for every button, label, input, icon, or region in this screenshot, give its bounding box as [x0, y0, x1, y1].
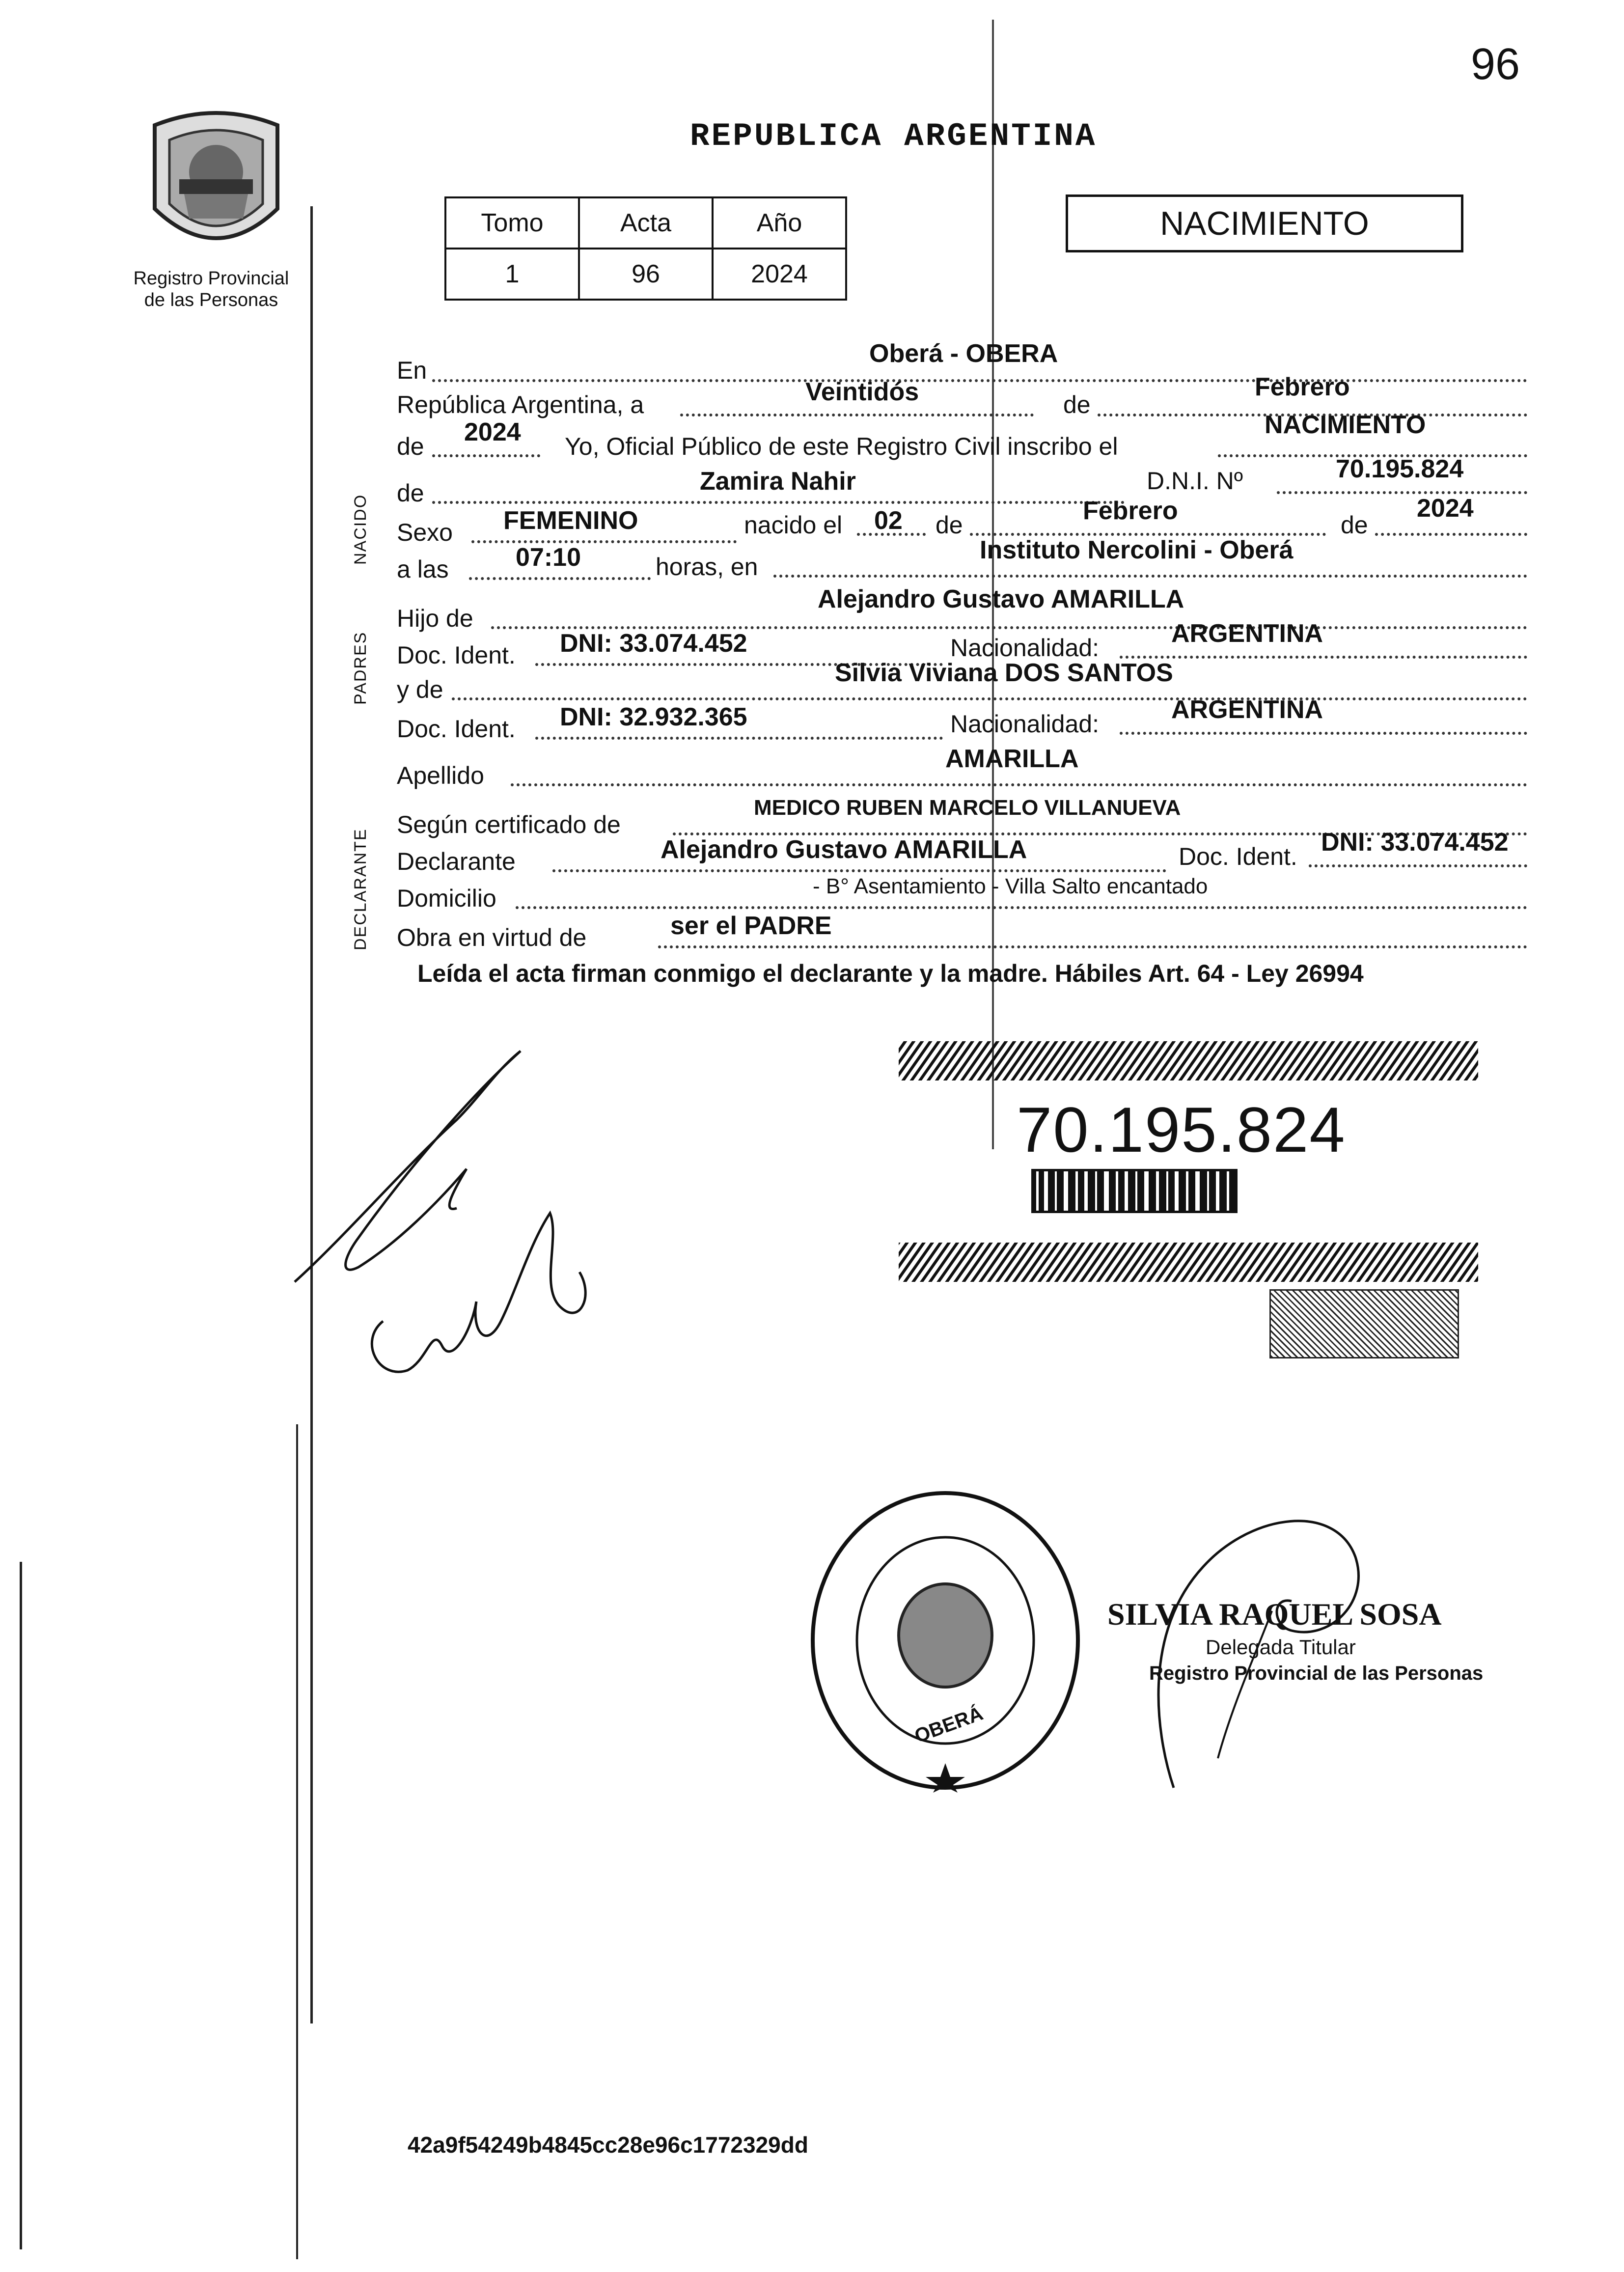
value-place: Oberá - OBERA [869, 339, 1058, 368]
value-birth-year: 2024 [1417, 494, 1474, 523]
registry-table [444, 196, 847, 301]
hologram-patch [1269, 1289, 1459, 1358]
dotted-leader [1375, 533, 1527, 536]
registry-header-ano: Año [713, 197, 846, 249]
value-birth-month: Febrero [1083, 497, 1178, 525]
label-apellido: Apellido [397, 762, 484, 789]
value-father: Alejandro Gustavo AMARILLA [818, 585, 1184, 613]
dotted-leader [432, 454, 540, 457]
dotted-leader [552, 869, 1166, 872]
logo-caption-line2: de las Personas [144, 290, 278, 310]
side-label-padres: PADRES [351, 631, 370, 705]
province-logo [140, 106, 292, 263]
label-de-year: de [397, 433, 424, 460]
doc-type-box: NACIMIENTO [1066, 194, 1463, 252]
signature-icon [285, 1007, 678, 1390]
registry-value-tomo: 1 [445, 249, 579, 300]
official-title: Delegada Titular [1206, 1635, 1356, 1659]
dotted-leader [680, 414, 1034, 416]
declarant-signature [285, 1007, 678, 1390]
misiones-seal-icon [140, 106, 292, 263]
left-scan-edge [20, 1562, 22, 2249]
registry-value-acta: 96 [579, 249, 713, 300]
logo-caption [113, 268, 309, 311]
label-republica: República Argentina, a [397, 391, 644, 418]
registry-value-ano: 2024 [713, 249, 846, 300]
label-de-name: de [397, 479, 424, 507]
value-father-nationality: ARGENTINA [1171, 619, 1323, 648]
value-surname: AMARILLA [945, 745, 1079, 773]
dotted-leader [511, 783, 1527, 786]
value-birth-day: 02 [874, 506, 903, 535]
label-certificado: Según certificado de [397, 811, 621, 838]
value-birth-place: Instituto Nercolini - Oberá [980, 536, 1294, 564]
label-obra: Obra en virtud de [397, 924, 587, 951]
dotted-leader [1277, 491, 1527, 494]
value-certificate: MEDICO RUBEN MARCELO VILLANUEVA [754, 796, 1181, 820]
value-sexo: FEMENINO [503, 506, 638, 535]
label-en: En [397, 357, 427, 384]
value-address: - B° Asentamiento - Villa Salto encantado [813, 874, 1208, 898]
label-sexo: Sexo [397, 519, 453, 546]
registry-table-value-row [445, 249, 846, 300]
dotted-leader [471, 540, 737, 543]
label-nacido-el: nacido el [744, 511, 843, 539]
dotted-leader [432, 501, 1125, 504]
value-mother-nationality: ARGENTINA [1171, 695, 1323, 724]
value-declarant: Alejandro Gustavo AMARILLA [661, 835, 1027, 864]
dotted-leader [773, 575, 1527, 578]
label-de-birth: de [936, 511, 963, 539]
country-title: REPUBLICA ARGENTINA [690, 118, 1097, 155]
label-a-las: a las [397, 555, 449, 583]
label-y-de: y de [397, 676, 443, 703]
label-father-doc: Doc. Ident. [397, 641, 516, 669]
label-mother-doc: Doc. Ident. [397, 715, 516, 743]
value-declarant-doc: DNI: 33.074.452 [1321, 828, 1509, 857]
value-year: 2024 [464, 418, 521, 446]
label-mother-nationality: Nacionalidad: [950, 710, 1099, 738]
page-number: 96 [1471, 40, 1520, 89]
value-mother: Silvia Viviana DOS SANTOS [835, 659, 1173, 687]
dotted-leader [452, 697, 1527, 700]
value-time: 07:10 [516, 543, 581, 572]
label-domicilio: Domicilio [397, 885, 496, 912]
official-name: SILVIA RAQUEL SOSA [1107, 1597, 1442, 1632]
sticker-number: 70.195.824 [1017, 1094, 1346, 1165]
side-label-nacido: NACIDO [351, 494, 370, 565]
value-father-doc: DNI: 33.074.452 [560, 629, 747, 658]
dotted-leader [658, 945, 1527, 948]
value-event: NACIMIENTO [1265, 411, 1426, 439]
dotted-leader [516, 906, 1527, 909]
closing-note: Leída el acta firman conmigo el declarante y la madre. Hábiles Art. 64 - Ley 26994 [417, 960, 1364, 987]
label-inscribe: Yo, Oficial Público de este Registro Civil inscribo el [565, 433, 1118, 460]
official-office: Registro Provincial de las Personas [1149, 1662, 1484, 1684]
dotted-leader [432, 379, 1527, 382]
label-declarante: Declarante [397, 848, 516, 875]
label-hijo-de: Hijo de [397, 605, 473, 632]
dotted-leader [469, 577, 651, 580]
value-month: Febrero [1255, 373, 1350, 401]
registry-stamp-icon [808, 1488, 1083, 1793]
side-label-declarante: DECLARANTE [351, 828, 370, 950]
value-capacity: ser el PADRE [670, 912, 832, 940]
label-de-birth-year: de [1341, 511, 1368, 539]
dotted-leader [1120, 656, 1527, 659]
logo-caption-line1: Registro Provincial [133, 268, 289, 289]
label-dni: D.N.I. Nº [1147, 467, 1243, 495]
value-child-name: Zamira Nahir [700, 467, 856, 496]
registry-table-header-row [445, 197, 846, 249]
stamp-city: OBERÁ [911, 1702, 986, 1747]
left-outer-rule [296, 1424, 298, 2259]
value-dni: 70.195.824 [1336, 455, 1464, 483]
registry-header-acta: Acta [579, 197, 713, 249]
value-day-words: Veintidós [805, 378, 919, 406]
registry-stamp [808, 1488, 1083, 1793]
dotted-leader [1120, 732, 1527, 735]
registry-header-tomo: Tomo [445, 197, 579, 249]
document-hash: 42a9f54249b4845cc28e96c1772329dd [408, 2132, 808, 2158]
value-mother-doc: DNI: 32.932.365 [560, 703, 747, 731]
dotted-leader [1309, 864, 1527, 867]
label-father-nationality: Nacionalidad: [950, 634, 1099, 662]
label-horas-en: horas, en [656, 553, 758, 581]
label-de-month: de [1063, 391, 1091, 418]
dotted-leader [535, 737, 943, 740]
label-declarant-doc: Doc. Ident. [1179, 843, 1297, 870]
